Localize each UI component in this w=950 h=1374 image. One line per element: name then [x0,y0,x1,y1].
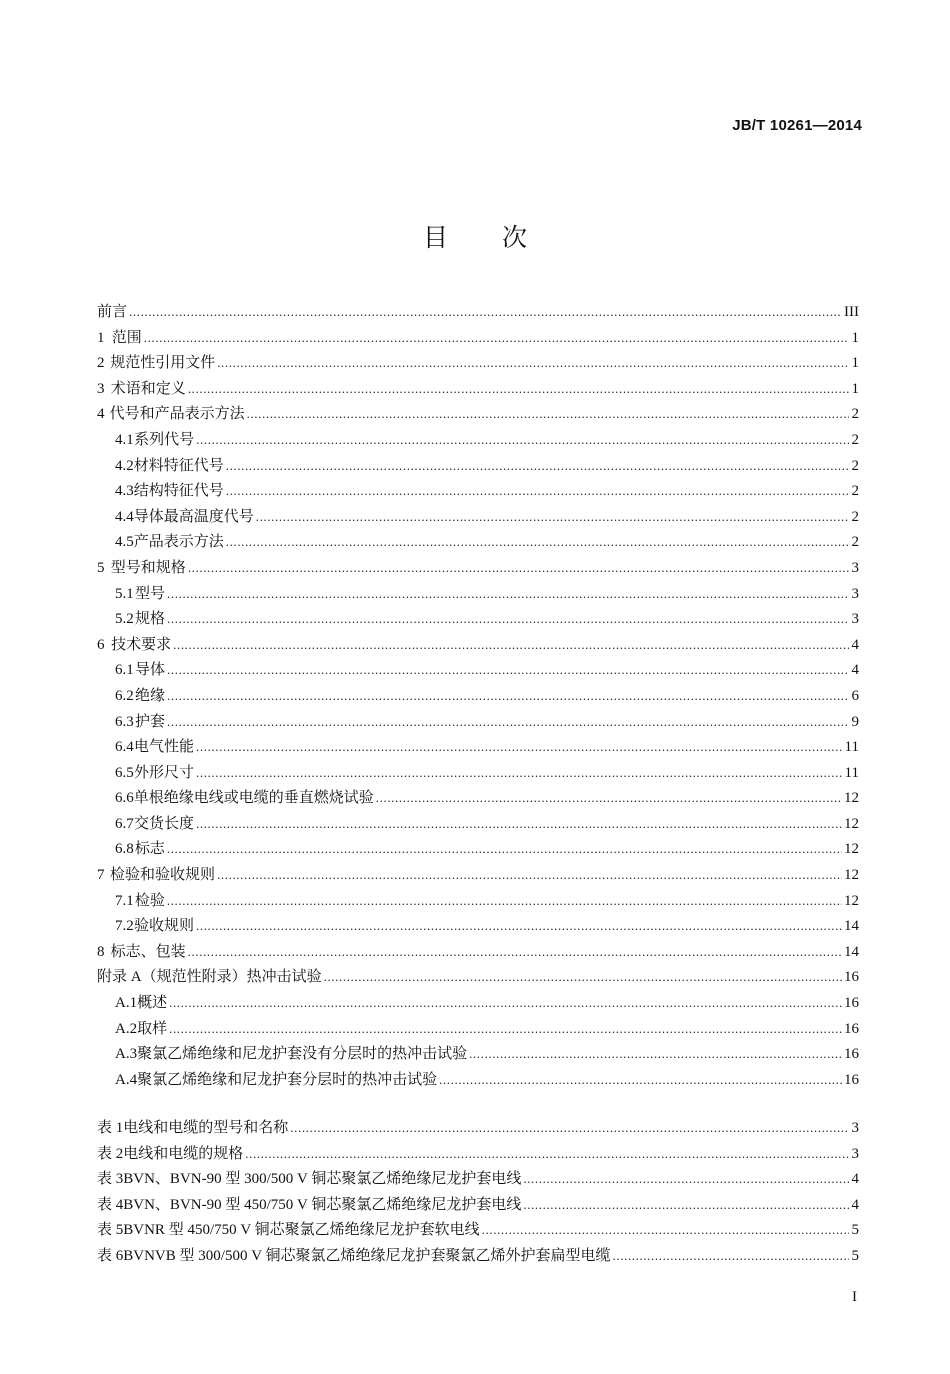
entry-title: 范围 [111,329,142,346]
dot-leader [167,836,842,863]
title-char: 次 [502,223,528,252]
entry-title: 产品表示方法 [133,534,224,551]
entry-number: 7.2 [115,918,134,935]
entry-number: 6.3 [115,713,134,730]
toc-entry[interactable] [97,785,859,811]
entry-number: 4.3 [115,483,134,500]
toc-entry[interactable] [97,350,859,376]
dot-leader [196,734,843,761]
entry-page-number: 3 [851,559,859,576]
dot-leader [290,1115,849,1142]
toc-entry[interactable] [97,836,859,862]
entry-page-number: 2 [851,406,859,423]
entry-title: 聚氯乙烯绝缘和尼龙护套没有分层时的热冲击试验 [137,1046,468,1063]
entry-page-number: 1 [851,380,859,397]
entry-number: 6.5 [115,764,134,781]
toc-entry[interactable] [97,862,859,888]
entry-number: 表 3 [97,1171,124,1188]
table-of-contents [97,299,859,1092]
entry-title: 规格 [135,611,166,628]
dot-leader [169,1016,842,1043]
entry-page-number: 2 [851,483,859,500]
entry-number: 4.1 [115,431,134,448]
dot-leader [188,376,849,403]
dot-leader [196,427,849,454]
title-char: 目 [422,223,448,252]
list-of-tables [97,1115,859,1269]
entry-title: 代号和产品表示方法 [109,406,245,423]
toc-entry[interactable] [97,964,859,990]
entry-title: 标志、包装 [110,943,186,960]
dot-leader [523,1192,849,1219]
entry-title: 材料特征代号 [133,457,224,474]
entry-title: 电线和电缆的型号和名称 [123,1120,289,1136]
toc-entry[interactable] [97,325,859,351]
page-number: I [852,1289,857,1305]
toc-entry[interactable] [97,427,859,453]
entry-title: 型号 [135,585,166,602]
entry-page-number: 12 [844,790,859,807]
toc-entry[interactable] [97,401,859,427]
entry-title: 型号和规格 [110,559,186,576]
table-entry[interactable] [97,1217,859,1243]
entry-number: A.4 [115,1071,138,1088]
entry-title: 概述 [137,995,168,1012]
entry-title: 术语和定义 [110,380,186,397]
entry-title: 检验和验收规则 [110,867,216,884]
entry-number: 4.5 [115,534,134,551]
dot-leader [196,811,842,838]
entry-number: 表 6 [97,1247,124,1264]
toc-entry[interactable] [97,529,859,555]
toc-entry[interactable] [97,453,859,479]
dot-leader [256,504,849,531]
entry-page-number: 14 [844,918,859,935]
entry-number: 4 [97,406,105,423]
entry-title: 电线和电缆的规格 [123,1145,244,1162]
dot-leader [167,709,849,736]
table-entry[interactable] [97,1141,859,1167]
dot-leader [167,683,849,710]
toc-entry[interactable] [97,376,859,402]
dot-leader [188,555,849,582]
dot-leader [469,1041,842,1068]
entry-title: 交货长度 [133,815,194,832]
dot-leader [613,1243,849,1270]
toc-entry[interactable] [97,504,859,530]
entry-title: 标志 [134,841,165,858]
entry-number: 6 [97,636,105,653]
standard-number: JB/T 10261—2014 [732,117,862,134]
entry-number: 5.1 [115,585,134,602]
entry-title: BVNR 型 450/750 V 铜芯聚氯乙烯绝缘尼龙护套软电线 [123,1222,480,1239]
entry-title: 电气性能 [134,739,195,756]
entry-page-number: 4 [851,636,859,653]
entry-page-number: 12 [844,841,859,858]
entry-page-number: 16 [844,995,859,1012]
entry-title: BVNVB 型 300/500 V 铜芯聚氯乙烯绝缘尼龙护套聚氯乙烯外护套扁型电缆 [123,1247,611,1264]
dot-leader [167,657,849,684]
entry-page-number: 3 [851,585,859,602]
entry-number: 2 [97,355,105,372]
dot-leader [245,1141,849,1168]
entry-title: 系列代号 [134,431,195,448]
table-entry[interactable] [97,1115,859,1141]
toc-entry[interactable] [97,1067,859,1093]
entry-number: 6.6 [115,790,134,807]
entry-page-number: 3 [851,611,859,628]
entry-number: 1 [97,329,105,346]
entry-title: BVN、BVN-90 型 300/500 V 铜芯聚氯乙烯绝缘尼龙护套电线 [123,1171,522,1188]
entry-number: 6.4 [115,739,134,756]
entry-title: 外形尺寸 [134,764,195,781]
entry-page-number: 3 [851,1145,859,1162]
entry-page-number: 2 [851,431,859,448]
table-entry[interactable] [97,1166,859,1192]
entry-title: 护套 [135,713,166,730]
entry-title: 规范性引用文件 [110,355,216,372]
entry-page-number: III [844,304,859,320]
toc-entry[interactable] [97,299,859,325]
toc-entry[interactable] [97,1016,859,1042]
dot-leader [144,325,849,352]
entry-page-number: 16 [844,1046,859,1063]
toc-entry[interactable] [97,709,859,735]
entry-title: 技术要求 [111,636,172,653]
entry-page-number: 2 [851,457,859,474]
dot-leader [376,785,842,812]
dot-leader [129,299,842,326]
dot-leader [482,1217,849,1244]
entry-page-number: 1 [851,355,859,372]
entry-page-number: 3 [851,1120,859,1136]
entry-title: BVN、BVN-90 型 450/750 V 铜芯聚氯乙烯绝缘尼龙护套电线 [123,1196,522,1213]
toc-entry[interactable] [97,478,859,504]
entry-number: 6.8 [115,841,134,858]
dot-leader [226,453,849,480]
entry-page-number: 9 [851,713,859,730]
entry-page-number: 12 [844,892,859,909]
toc-entry[interactable] [97,760,859,786]
entry-page-number: 14 [844,943,859,960]
dot-leader [196,913,842,940]
entry-number: 4.4 [115,508,134,525]
dot-leader [169,990,842,1017]
dot-leader [167,888,842,915]
entry-number: 3 [97,380,105,397]
entry-number: 表 2 [97,1145,124,1162]
entry-number: 6.1 [115,662,134,679]
entry-number: 8 [97,943,105,960]
entry-title: 取样 [137,1020,168,1037]
dot-leader [439,1067,842,1094]
entry-number: 表 4 [97,1196,124,1213]
dot-leader [523,1166,849,1193]
entry-page-number: 6 [851,687,859,704]
toc-entry[interactable] [97,811,859,837]
entry-title: 聚氯乙烯绝缘和尼龙护套分层时的热冲击试验 [137,1071,438,1088]
entry-page-number: 11 [844,764,859,781]
dot-leader [173,632,849,659]
entry-page-number: 16 [844,1020,859,1037]
entry-title: 附录 A（规范性附录）热冲击试验 [97,969,322,986]
toc-entry[interactable] [97,657,859,683]
entry-number: 表 1 [97,1120,124,1136]
dot-leader [167,606,849,633]
entry-number: 5.2 [115,611,134,628]
entry-title: 单根绝缘电线或电缆的垂直燃烧试验 [133,790,374,807]
entry-page-number: 4 [851,662,859,679]
entry-number: A.3 [115,1046,138,1063]
entry-page-number: 1 [851,329,859,346]
page-title [0,218,950,254]
table-entry[interactable] [97,1243,859,1269]
entry-title: 前言 [97,304,128,320]
dot-leader [196,760,843,787]
entry-number: 4.2 [115,457,134,474]
entry-number: 7 [97,867,105,884]
entry-page-number: 16 [844,969,859,986]
entry-title: 结构特征代号 [133,483,224,500]
entry-page-number: 5 [851,1247,859,1264]
toc-entry[interactable] [97,888,859,914]
entry-number: 6.7 [115,815,134,832]
entry-page-number: 5 [851,1222,859,1239]
dot-leader [247,401,849,428]
entry-number: A.2 [115,1020,138,1037]
entry-title: 导体最高温度代号 [133,508,254,525]
dot-leader [226,478,849,505]
entry-title: 导体 [135,662,166,679]
entry-number: 6.2 [115,687,134,704]
dot-leader [324,964,842,991]
entry-page-number: 11 [844,739,859,756]
dot-leader [188,939,842,966]
toc-entry[interactable] [97,632,859,658]
entry-page-number: 16 [844,1071,859,1088]
entry-number: 5 [97,559,105,576]
toc-entry[interactable] [97,581,859,607]
dot-leader [167,581,849,608]
toc-entry[interactable] [97,939,859,965]
entry-number: 7.1 [115,892,134,909]
entry-page-number: 2 [851,534,859,551]
entry-page-number: 12 [844,867,859,884]
toc-entry[interactable] [97,734,859,760]
toc-entry[interactable] [97,606,859,632]
table-entry[interactable] [97,1192,859,1218]
entry-title: 检验 [134,892,165,909]
dot-leader [226,529,849,556]
toc-entry[interactable] [97,990,859,1016]
entry-number: A.1 [115,995,138,1012]
entry-page-number: 4 [851,1196,859,1213]
toc-entry[interactable] [97,1041,859,1067]
dot-leader [217,350,849,377]
entry-title: 验收规则 [133,918,194,935]
toc-entry[interactable] [97,683,859,709]
entry-page-number: 12 [844,815,859,832]
toc-entry[interactable] [97,913,859,939]
entry-number: 表 5 [97,1222,124,1239]
dot-leader [217,862,842,889]
toc-entry[interactable] [97,555,859,581]
entry-page-number: 2 [851,508,859,525]
entry-title: 绝缘 [135,687,166,704]
entry-page-number: 4 [851,1171,859,1188]
